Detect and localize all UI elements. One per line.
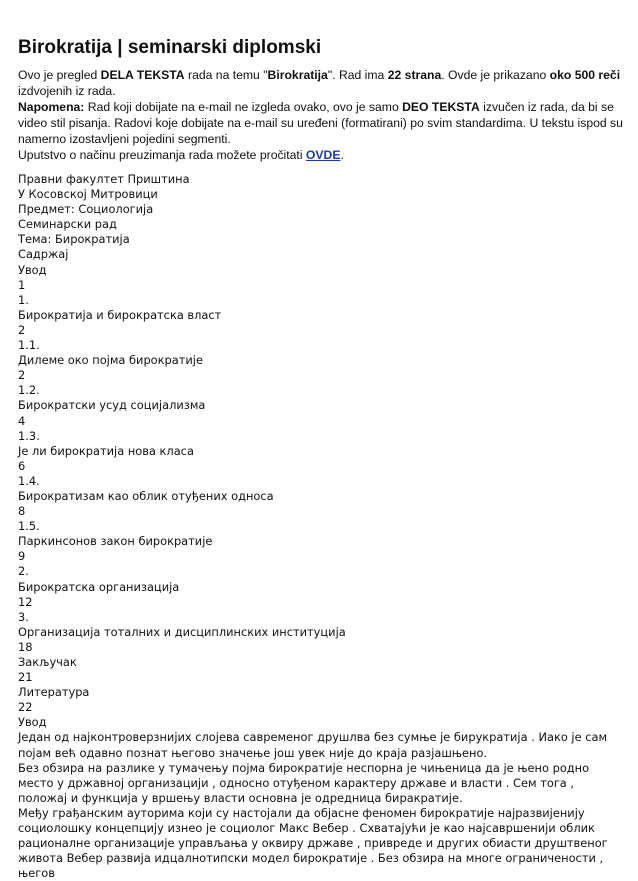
document-line: Литература (18, 685, 90, 700)
document-line: 21 (18, 670, 33, 685)
document-line: Увод (18, 715, 47, 730)
intro-text: izvučen iz rada, da bi se video stil pisanja. Radovi koje dobijate na e-mail su uređeni (formatirani) po svim standardima. U tekstu ispod su namerno izostavljeni pojedini segmenti. (18, 100, 623, 146)
intro-summary (18, 67, 624, 99)
intro-bold: 22 strana (387, 68, 442, 82)
ovde-link[interactable]: OVDE (305, 148, 341, 162)
document-line: Бирократизам као облик отуђених односа (18, 488, 274, 503)
document-line: 1.5. (18, 519, 40, 534)
document-line: Садржај (18, 247, 69, 262)
document-line: Паркинсонов закон бирократије (18, 534, 213, 549)
body-paragraph: Један од најконтроверзнијих слојева савременог друшлва без сумње је бирукратија . Иако је сам појам већ одавно познат његово значење још увек није до краја разјашњено. (18, 730, 608, 760)
intro-text: Uputstvo o načinu preuzimanja rada možete pročitati (18, 148, 306, 162)
document-line: Увод (18, 262, 47, 277)
intro-text: rada na temu " (184, 68, 268, 82)
document-line: 3. (18, 609, 29, 624)
document-line: 1.1. (18, 338, 40, 353)
body-paragraph: Међу грађанским ауторима који су настојали да објасне феномен бирократије најразвијенију социолошку концепцију изнео је социолог Макс Вебер . Схватајући је као најсавршенији облик рационалне организације управљања у оквиру државе , привреде и других обиасти друштвеног живота Вебер развија идцалнотипски модел бирократије . Без обзира на многе ограничености , његов (18, 805, 608, 881)
document-line: 4 (18, 413, 26, 428)
document-line: 2 (18, 368, 26, 383)
document-line: Бирократски усуд социјализма (18, 398, 206, 413)
document-line: 1. (18, 292, 29, 307)
document-line: Је ли бирократија нова класа (18, 443, 194, 458)
document-line: 9 (18, 549, 26, 564)
document-line: Дилеме око појма бирократије (18, 353, 203, 368)
document-line: 12 (18, 594, 33, 609)
intro-bold: Napomena: (18, 100, 85, 114)
intro-note (18, 99, 624, 147)
intro-bold: oko 500 reči (549, 68, 621, 82)
document-line: 1.3. (18, 428, 40, 443)
intro-text: . Ovde je prikazano (441, 68, 550, 82)
document-line: 2. (18, 564, 29, 579)
page-title: Birokratija | seminarski diplomski (18, 37, 322, 58)
document-line: Закључак (18, 655, 77, 669)
intro-bold: DELA TEKSTA (100, 68, 185, 82)
document-line: 1.2. (18, 383, 40, 398)
document-line: У Косовској Митровици (18, 187, 158, 202)
intro-text: izdvojenih iz rada. (18, 84, 116, 98)
intro-text: ". Rad ima (327, 68, 388, 82)
document-line: Организација тоталних и дисциплинских институција (18, 624, 346, 639)
body-paragraph: Без обзира на разлике у тумачењу појма бирократије неспорна је чињеница да је њено родно место у државној организацији , односно отуђеном карактеру државе и власти . Сем тога , положај и функција у вршењу власти основна је одредница биракратије. (18, 760, 590, 805)
intro-bold: DEO TEKSTA (402, 100, 480, 114)
document-line: 18 (18, 639, 33, 654)
intro-text: . (340, 148, 344, 162)
document-text (18, 172, 624, 881)
document-line: Бирократија и бирократска власт (18, 307, 222, 322)
document-line: 2 (18, 322, 26, 337)
document-line: 22 (18, 700, 33, 715)
intro-bold: Birokratija (267, 68, 328, 82)
intro-instructions (18, 147, 624, 163)
document-line: Предмет: Социологија (18, 202, 154, 217)
document-line: Тема: Бирократија (18, 232, 130, 247)
intro-block (18, 67, 624, 163)
document-line: 8 (18, 504, 26, 519)
document-line: Бирократска организација (18, 579, 180, 594)
document-line: 1 (18, 277, 26, 292)
intro-text: Ovo je pregled (18, 68, 101, 82)
document-line: 1.4. (18, 473, 40, 488)
document-line: 6 (18, 458, 26, 473)
document-line: Правни факултет Приштина (18, 172, 190, 186)
page (18, 36, 624, 881)
document-line: Семинарски рад (18, 217, 117, 232)
intro-text: Rad koji dobijate na e-mail ne izgleda ovako, ovo je samo (84, 100, 403, 114)
